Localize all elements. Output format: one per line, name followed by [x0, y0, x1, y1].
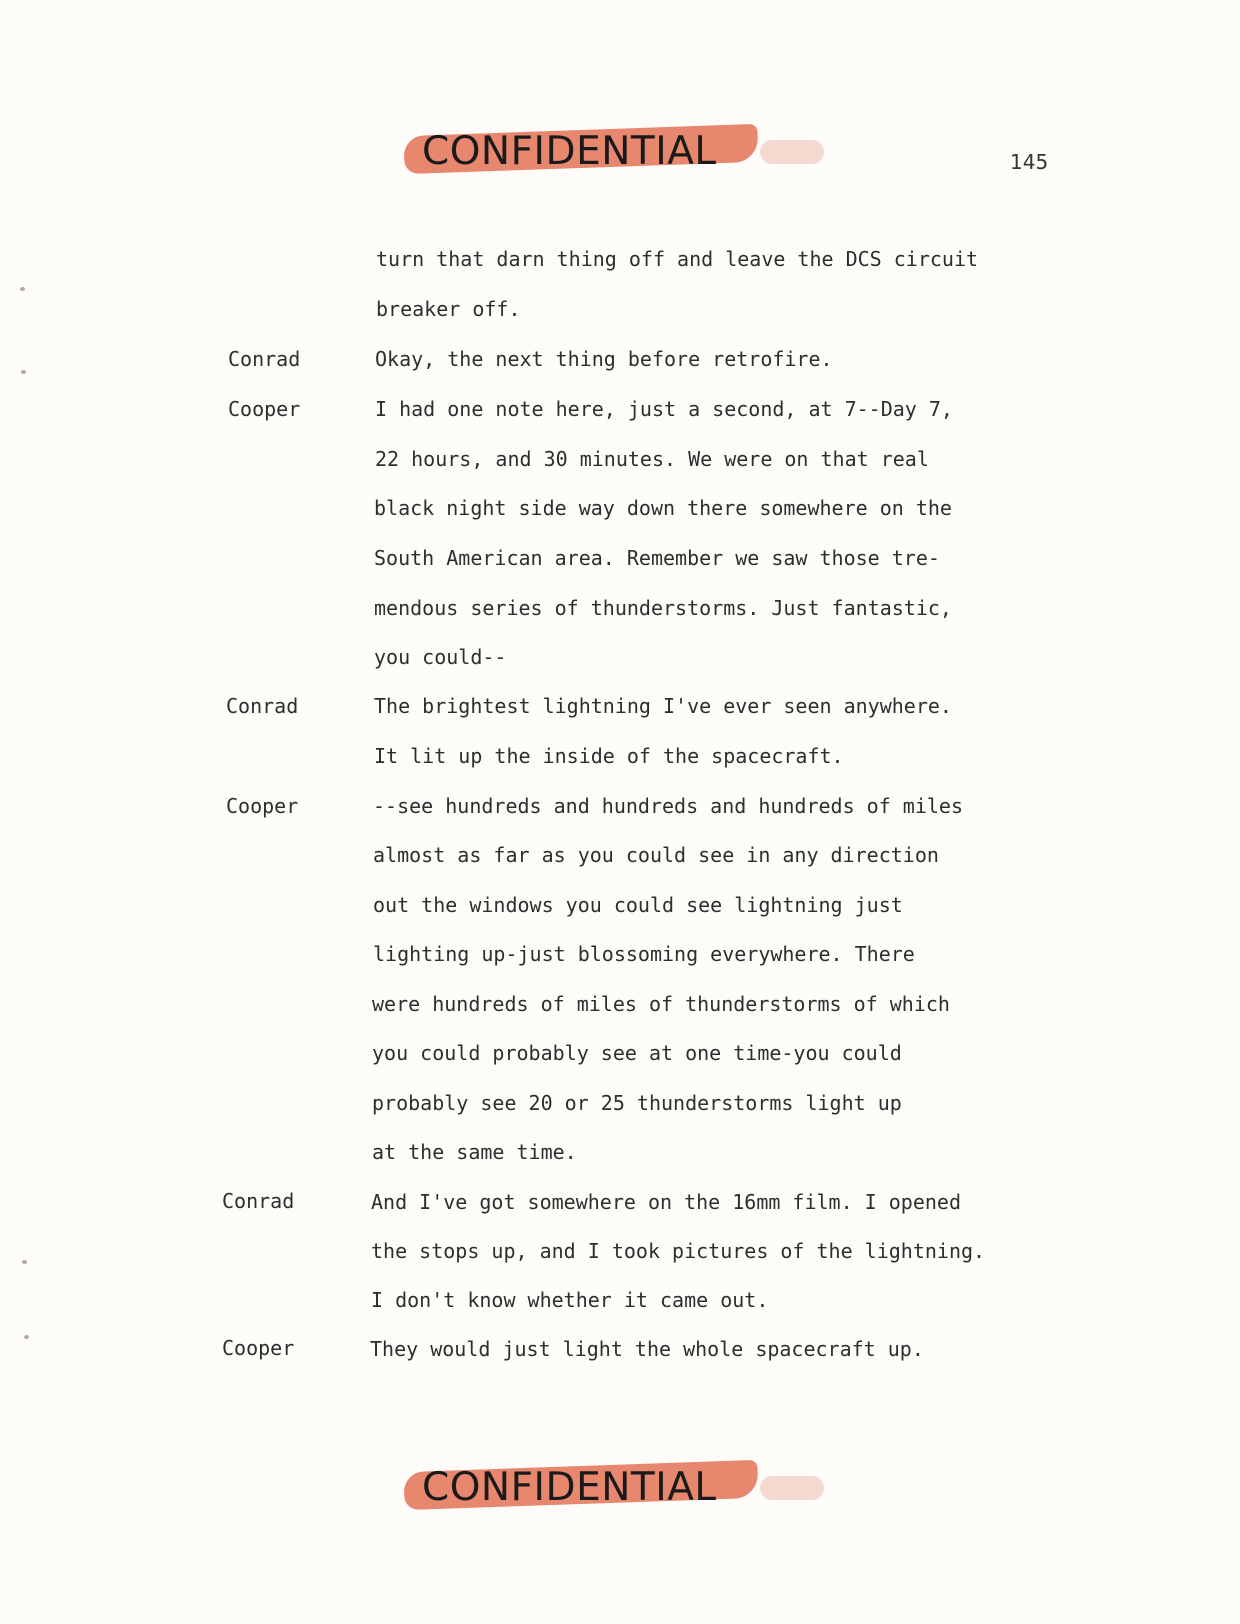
transcript-line: 22 hours, and 30 minutes. We were on that real [375, 447, 929, 471]
transcript-line: you could probably see at one time-you could [372, 1041, 902, 1065]
binder-hole-mark [20, 287, 25, 291]
transcript-line: black night side way down there somewhere on the [374, 496, 952, 520]
binder-hole-mark [24, 1335, 29, 1339]
speaker-label: Cooper [226, 794, 299, 818]
speaker-label: Conrad [226, 694, 299, 718]
transcript-line: the stops up, and I took pictures of the lightning. [371, 1239, 986, 1263]
confidential-label-top: CONFIDENTIAL [422, 129, 717, 174]
faded-stamp-mark [760, 1476, 824, 1500]
transcript-line: you could-- [374, 645, 507, 669]
confidential-label-bottom: CONFIDENTIAL [422, 1465, 717, 1510]
transcript-line: mendous series of thunderstorms. Just fantastic, [374, 596, 952, 620]
transcript-line: It lit up the inside of the spacecraft. [374, 744, 844, 768]
page-number: 145 [1010, 150, 1049, 174]
transcript-line: --see hundreds and hundreds and hundreds of miles [373, 794, 964, 818]
transcript-line: breaker off. [376, 297, 521, 321]
faded-stamp-mark [760, 140, 824, 164]
confidential-stamp-bottom [400, 1454, 840, 1524]
transcript-line: were hundreds of miles of thunderstorms of which [372, 992, 950, 1016]
transcript-line: probably see 20 or 25 thunderstorms light up [372, 1091, 902, 1115]
transcript-line: at the same time. [372, 1140, 577, 1164]
transcript-line: out the windows you could see lightning just [373, 893, 903, 917]
transcript-line: almost as far as you could see in any direction [373, 843, 939, 867]
speaker-label: Cooper [228, 397, 301, 421]
transcript-line: turn that darn thing off and leave the DCS circuit [376, 247, 979, 271]
transcript-line: South American area. Remember we saw those tre- [374, 546, 940, 570]
transcript-line: The brightest lightning I've ever seen anywhere. [374, 694, 952, 718]
confidential-stamp-top [400, 118, 840, 188]
transcript-line: lighting up-just blossoming everywhere. There [373, 942, 915, 966]
transcript-line: I don't know whether it came out. [371, 1288, 769, 1312]
transcript-line: And I've got somewhere on the 16mm film. I opened [371, 1190, 962, 1214]
speaker-label: Conrad [222, 1189, 295, 1213]
speaker-label: Conrad [228, 347, 301, 371]
transcript-line: They would just light the whole spacecraft up. [370, 1337, 924, 1361]
transcript-line: Okay, the next thing before retrofire. [375, 347, 833, 371]
speaker-label: Cooper [222, 1336, 295, 1360]
binder-hole-mark [21, 370, 26, 374]
transcript-line: I had one note here, just a second, at 7--Day 7, [375, 397, 953, 421]
binder-hole-mark [22, 1260, 27, 1264]
